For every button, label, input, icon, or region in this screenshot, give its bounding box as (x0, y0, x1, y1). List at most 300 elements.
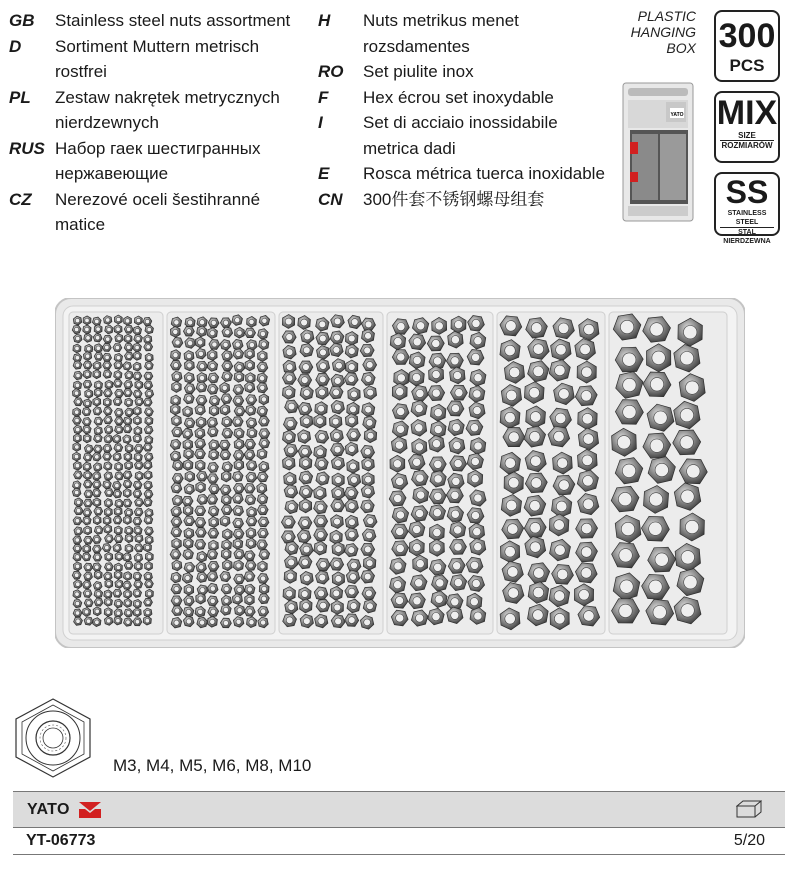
nut-hole (146, 383, 150, 387)
nut-hole (554, 613, 565, 624)
nut-hole (210, 552, 215, 557)
nut-hole (136, 455, 140, 459)
nut-hole (530, 500, 541, 511)
nut-hole (115, 345, 119, 349)
nut-hole (236, 486, 241, 491)
nut-hole (473, 406, 481, 414)
nut-hole (86, 538, 90, 542)
nut-hole (211, 452, 216, 457)
nut-hole (286, 349, 293, 356)
language-row (9, 136, 309, 187)
nut-hole (95, 518, 99, 522)
nut-hole (582, 455, 593, 466)
nut-hole (125, 427, 129, 431)
nut-hole (451, 491, 459, 499)
nut-hole (649, 522, 662, 535)
nut-hole (75, 483, 79, 487)
nut-hole (334, 404, 341, 411)
nut-hole (106, 501, 110, 505)
nut-hole (105, 446, 109, 450)
nut-hole (302, 448, 309, 455)
nut-hole (655, 553, 668, 566)
nut-hole (531, 478, 542, 489)
nut-hole (224, 474, 229, 479)
nut-hole (222, 407, 227, 412)
nut-hole (95, 319, 99, 323)
nut-hole (210, 476, 215, 481)
nut-hole (351, 477, 358, 484)
nut-hole (212, 342, 217, 347)
nut-hole (416, 560, 424, 568)
nut-hole (434, 460, 442, 468)
nut-hole (451, 510, 459, 518)
nut-hole (348, 490, 355, 497)
nut-hole (319, 376, 326, 383)
nut-hole (210, 363, 215, 368)
nut-hole (198, 530, 203, 535)
nut-hole (116, 327, 120, 331)
nut-hole (453, 562, 461, 570)
nut-hole (286, 617, 293, 624)
nut-hole (225, 363, 230, 368)
nut-hole (174, 519, 179, 524)
nut-hole (115, 483, 119, 487)
language-row (318, 59, 618, 85)
nut-hole (75, 418, 79, 422)
nut-hole (434, 563, 442, 571)
nut-hole (303, 347, 310, 354)
nut-hole (247, 609, 252, 614)
nut-hole (396, 527, 404, 535)
nut-hole (147, 438, 151, 442)
nut-hole (415, 443, 423, 451)
nut-hole (413, 597, 421, 605)
nut-hole (137, 383, 141, 387)
nut-hole (107, 382, 111, 386)
nut-hole (85, 372, 89, 376)
yato-logo-mark (79, 802, 101, 818)
nut-hole (107, 537, 111, 541)
nut-hole (555, 365, 566, 376)
nut-hole (287, 447, 294, 454)
nut-hole (318, 460, 325, 467)
nut-hole (127, 410, 131, 414)
language-row (9, 8, 309, 34)
nut-hole (350, 406, 357, 413)
nut-hole (174, 563, 179, 568)
nut-hole (350, 432, 357, 439)
stainless-steel-badge (714, 172, 780, 245)
nut-hole (248, 563, 253, 568)
nut-hole (261, 519, 266, 524)
svg-text:YATO: YATO (670, 112, 684, 118)
nut-hole (175, 463, 180, 468)
nut-hole (76, 336, 80, 340)
nut-hole (105, 482, 109, 486)
nut-hole (137, 536, 141, 540)
nut-hole (126, 336, 130, 340)
nut-hole (581, 547, 592, 558)
nut-hole (199, 565, 204, 570)
nut-hole (135, 519, 139, 523)
nut-hole (260, 376, 265, 381)
nut-hole (106, 610, 110, 614)
nut-hole (394, 581, 402, 589)
nut-hole (348, 446, 355, 453)
nut-hole (96, 346, 100, 350)
nut-hole (95, 620, 99, 624)
nut-hole (455, 389, 463, 397)
nut-hole (332, 418, 339, 425)
page-number: 5/20 (733, 832, 765, 849)
nut-hole (303, 546, 310, 553)
nut-hole (262, 586, 267, 591)
nut-hole (237, 330, 242, 335)
nut-hole (397, 374, 405, 382)
language-text: Rosca métrica tuerca inoxidable (363, 164, 605, 183)
nut-hole (415, 579, 423, 587)
nut-hole (302, 520, 309, 527)
nut-hole (336, 362, 343, 369)
nut-hole (583, 476, 594, 487)
nut-hole (350, 603, 357, 610)
nut-hole (349, 519, 356, 526)
nut-hole (364, 573, 371, 580)
nut-hole (147, 592, 151, 596)
nut-hole (472, 353, 480, 361)
nut-hole (96, 447, 100, 451)
language-text: Nuts metrikus menet rozsdamentes (363, 11, 519, 56)
nut-hole (106, 391, 110, 395)
nut-hole (146, 483, 150, 487)
nut-hole (125, 555, 129, 559)
nut-hole (125, 501, 129, 505)
nut-hole (348, 617, 355, 624)
nut-hole (210, 619, 215, 624)
nut-hole (225, 464, 230, 469)
nut-hole (210, 429, 215, 434)
nut-hole (222, 385, 227, 390)
nut-hole (105, 400, 109, 404)
nut-hole (75, 356, 79, 360)
nut-hole (147, 529, 151, 533)
nut-hole (303, 603, 310, 610)
language-row (318, 8, 618, 59)
nut-hole (334, 378, 341, 385)
nut-hole (86, 492, 90, 496)
nut-hole (248, 408, 253, 413)
nut-hole (224, 497, 229, 502)
nut-hole (115, 399, 119, 403)
nut-hole (507, 524, 518, 535)
nut-hole (650, 323, 663, 336)
nut-hole (135, 491, 139, 495)
nut-hole (85, 473, 89, 477)
nut-hole (117, 582, 121, 586)
nut-hole (262, 552, 267, 557)
nut-hole (146, 564, 150, 568)
nut-hole (146, 500, 150, 504)
nut-hole (74, 454, 78, 458)
nut-hole (96, 327, 100, 331)
nut-hole (262, 441, 267, 446)
language-code: RUS (9, 138, 45, 158)
nut-hole (474, 337, 482, 345)
nut-hole (686, 381, 699, 394)
nut-hole (262, 431, 267, 436)
nut-hole (185, 442, 190, 447)
nut-hole (75, 555, 79, 559)
nut-hole (210, 420, 215, 425)
nut-hole (85, 591, 89, 595)
nut-hole (116, 381, 120, 385)
nut-hole (137, 510, 141, 514)
nut-hole (507, 567, 518, 578)
nut-hole (135, 574, 139, 578)
nut-hole (116, 363, 120, 367)
nut-hole (619, 604, 632, 617)
nut-hole (364, 448, 371, 455)
nut-hole (211, 509, 216, 514)
nut-hole (620, 580, 633, 593)
language-row (318, 161, 618, 187)
nut-hole (681, 551, 694, 564)
nut-hole (259, 542, 264, 547)
nut-hole (247, 351, 252, 356)
nut-hole (335, 618, 342, 625)
nut-hole (260, 507, 265, 512)
nut-hole (335, 575, 342, 582)
nut-hole (105, 454, 109, 458)
nut-hole (95, 336, 99, 340)
nut-hole (135, 436, 139, 440)
nut-hole (412, 373, 420, 381)
nut-hole (173, 442, 178, 447)
nut-hole (435, 595, 443, 603)
nut-hole (453, 442, 461, 450)
nut-hole (95, 491, 99, 495)
nut-hole (433, 509, 441, 517)
language-code: H (318, 11, 331, 30)
nut-hole (135, 602, 139, 606)
nut-hole (125, 319, 129, 323)
nut-hole (225, 353, 230, 358)
nut-hole (85, 354, 89, 358)
nut-hole (237, 374, 242, 379)
nut-hole (115, 437, 119, 441)
nut-hole (335, 490, 342, 497)
pieces-count-badge (714, 10, 780, 82)
nut-hole (237, 552, 242, 557)
nut-hole (186, 552, 191, 557)
nut-hole (95, 537, 99, 541)
nut-hole (136, 564, 140, 568)
nut-hole (186, 619, 191, 624)
nut-hole (261, 576, 266, 581)
product-sku: YT-06773 (26, 832, 96, 849)
nut-hole (187, 363, 192, 368)
nut-hole (85, 420, 89, 424)
nut-hole (655, 463, 668, 476)
nut-hole (76, 373, 80, 377)
nut-hole (198, 542, 203, 547)
nut-hole (684, 576, 697, 589)
nut-hole (235, 496, 240, 501)
nut-hole (288, 559, 295, 566)
nut-hole (413, 525, 421, 533)
nut-hole (147, 538, 151, 542)
nut-hole (211, 531, 216, 536)
nut-hole (288, 488, 295, 495)
nut-hole (105, 355, 109, 359)
nut-hole (174, 598, 179, 603)
nut-hole (146, 445, 150, 449)
nut-hole (135, 364, 139, 368)
nut-hole (96, 573, 100, 577)
nut-hole (116, 356, 120, 360)
nut-hole (174, 620, 179, 625)
nut-hole (198, 520, 203, 525)
nut-hole (198, 485, 203, 490)
nut-hole (237, 409, 242, 414)
nut-hole (145, 619, 149, 623)
nut-hole (397, 353, 405, 361)
nut-hole (106, 437, 110, 441)
nut-hole (187, 518, 192, 523)
nut-hole (199, 420, 204, 425)
nut-hole (126, 574, 130, 578)
nut-hole (286, 364, 293, 371)
nut-hole (334, 318, 341, 325)
nut-hole (433, 544, 441, 552)
nut-hole (95, 547, 99, 551)
nut-hole (175, 498, 180, 503)
nut-hole (137, 446, 141, 450)
nut-hole (146, 463, 150, 467)
nut-hole (225, 330, 230, 335)
nut-hole (248, 531, 253, 536)
nut-hole (687, 465, 700, 478)
nut-hole (260, 331, 265, 336)
nut-hole (236, 351, 241, 356)
nut-hole (74, 327, 78, 331)
nut-hole (147, 410, 151, 414)
nut-hole (106, 418, 110, 422)
nut-hole (86, 619, 90, 623)
nut-hole (395, 441, 403, 449)
nut-hole (200, 320, 205, 325)
nut-hole (249, 475, 254, 480)
nut-hole (186, 329, 191, 334)
nut-hole (116, 601, 120, 605)
language-code: RO (318, 62, 344, 81)
nut-hole (348, 348, 355, 355)
nut-hole (470, 424, 478, 432)
nut-hole (530, 412, 541, 423)
nut-hole (117, 336, 121, 340)
nut-hole (117, 501, 121, 505)
nut-hole (199, 398, 204, 403)
nut-hole (125, 364, 129, 368)
nut-hole (334, 502, 341, 509)
nut-hole (261, 419, 266, 424)
nut-hole (351, 319, 358, 326)
nut-hole (348, 376, 355, 383)
nut-hole (260, 365, 265, 370)
nut-hole (137, 463, 141, 467)
nut-hole (365, 321, 372, 328)
nut-hole (85, 519, 89, 523)
nut-hole (198, 596, 203, 601)
nut-hole (75, 464, 79, 468)
packaging-line-3: BOX (666, 40, 696, 56)
nut-hole (147, 455, 151, 459)
nut-hole (650, 378, 663, 391)
nut-hole (211, 320, 216, 325)
nut-hole (175, 608, 180, 613)
nut-hole (146, 473, 150, 477)
nut-hole (199, 385, 204, 390)
nut-hole (303, 364, 310, 371)
nut-hole (175, 340, 180, 345)
nut-hole (653, 606, 666, 619)
nut-hole (210, 465, 215, 470)
nut-hole (350, 574, 357, 581)
nut-hole (554, 591, 565, 602)
nut-hole (317, 490, 324, 497)
nut-hole (200, 588, 205, 593)
nut-hole (557, 458, 568, 469)
nut-hole (365, 332, 372, 339)
nut-hole (146, 610, 150, 614)
nut-hole (127, 327, 131, 331)
nut-hole (223, 320, 228, 325)
nut-hole (95, 609, 99, 613)
nut-hole (235, 419, 240, 424)
nut-hole (394, 562, 402, 570)
nut-hole (288, 504, 295, 511)
nut-hole (76, 427, 80, 431)
nut-hole (146, 518, 150, 522)
nut-hole (125, 437, 129, 441)
nut-hole (115, 492, 119, 496)
nut-hole (107, 428, 111, 432)
nut-hole (187, 386, 192, 391)
nut-hole (147, 419, 151, 423)
nut-hole (261, 464, 266, 469)
nut-hole (505, 614, 516, 625)
nut-hole (76, 473, 80, 477)
nut-hole (617, 436, 630, 449)
nut-hole (685, 520, 698, 533)
nut-hole (85, 401, 89, 405)
nut-hole (95, 565, 99, 569)
nut-hole (395, 596, 403, 604)
nut-hole (396, 614, 404, 622)
nut-hole (173, 552, 178, 557)
nut-hole (303, 489, 310, 496)
nut-hole (505, 412, 516, 423)
nut-hole (224, 419, 229, 424)
nut-hole (583, 434, 594, 445)
nut-hole (127, 354, 131, 358)
nut-hole (75, 519, 79, 523)
nut-hole (317, 518, 324, 525)
nut-hole (106, 600, 110, 604)
nut-hole (75, 445, 79, 449)
nut-hole (225, 431, 230, 436)
nut-hole (136, 582, 140, 586)
